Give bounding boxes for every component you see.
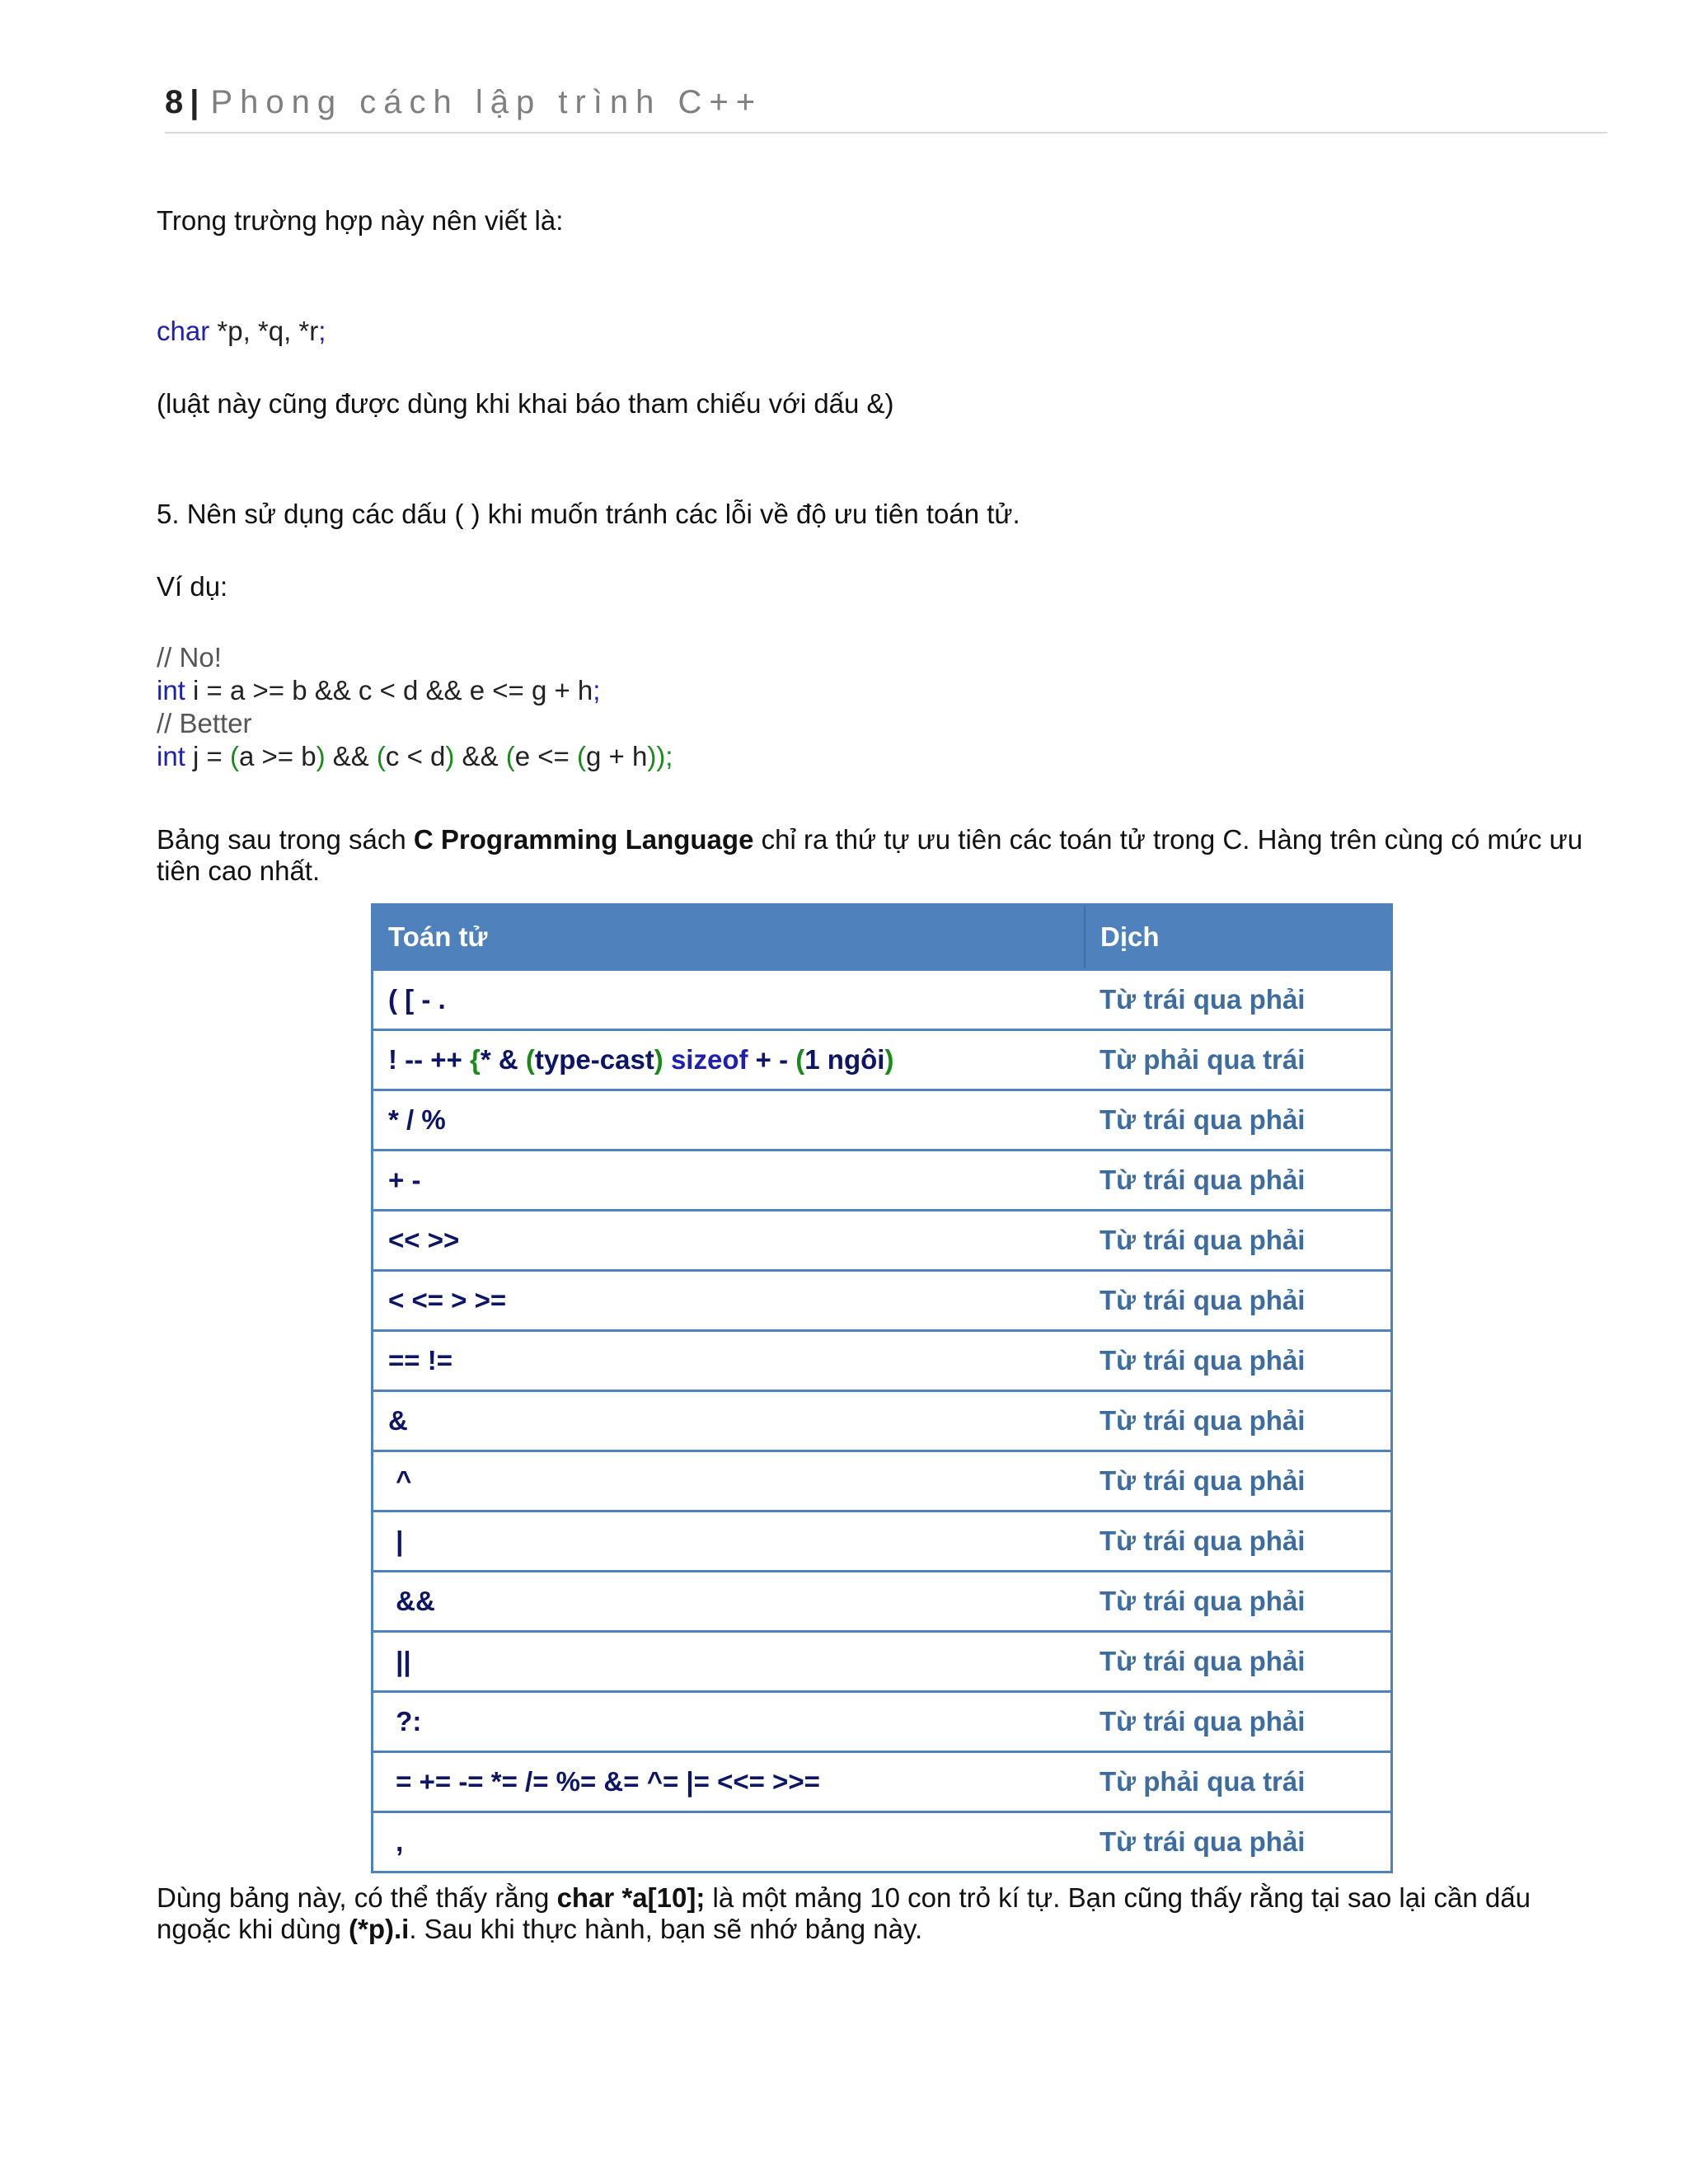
- op-text: + -: [748, 1044, 796, 1075]
- op-text: ! -- ++: [388, 1044, 471, 1075]
- direction-cell: Từ trái qua phải: [1085, 1211, 1392, 1271]
- page-number: 8: [165, 84, 184, 120]
- code-text: a >= b: [238, 741, 316, 771]
- intro-part: Bảng sau trong sách: [157, 824, 414, 855]
- operators-cell: ( [ - .: [373, 970, 1085, 1030]
- code-text: g + h: [585, 741, 648, 771]
- book-name: C Programming Language: [413, 824, 754, 855]
- table-row: [373, 1030, 1392, 1090]
- example-label: Ví dụ:: [157, 571, 228, 602]
- closing-part: Dùng bảng này, có thể thấy rằng: [157, 1882, 557, 1913]
- direction-cell: Từ trái qua phải: [1085, 1572, 1392, 1632]
- book-title: Phong cách lập trình C++: [210, 84, 763, 120]
- direction-cell: Từ trái qua phải: [1085, 1692, 1392, 1752]
- op-text: * &: [480, 1044, 526, 1075]
- table-row: [373, 1211, 1392, 1271]
- operator-precedence-table: [371, 903, 1393, 1873]
- table-row: [373, 1511, 1392, 1572]
- code-paren: ): [316, 741, 326, 771]
- intro-text: Trong trường hợp này nên viết là:: [157, 205, 564, 236]
- code-paren: (: [376, 741, 386, 771]
- comment-no: // No!: [157, 642, 222, 673]
- operators-cell: = += -= *= /= %= &= ^= |= <<= >>=: [373, 1752, 1085, 1812]
- closing-part: là một mảng 10 con trỏ kí tự. Bạn cũng thấy rằng tại sao lại cần dấu ngoặc khi dùng: [157, 1882, 1531, 1944]
- code-text: j =: [185, 741, 230, 771]
- direction-cell: Từ trái qua phải: [1085, 1391, 1392, 1451]
- table-row: [373, 1812, 1392, 1872]
- op-paren: (: [525, 1044, 535, 1075]
- code-comment-no: [157, 641, 222, 674]
- code-keyword: char: [157, 316, 210, 346]
- op-paren: ): [654, 1044, 663, 1075]
- operators-cell: &&: [373, 1572, 1085, 1632]
- direction-cell: Từ trái qua phải: [1085, 1812, 1392, 1872]
- operators-cell: &: [373, 1391, 1085, 1451]
- table-row: [373, 1331, 1392, 1391]
- table-row: [373, 1271, 1392, 1331]
- op-brace: {: [470, 1044, 481, 1075]
- comment-better: // Better: [157, 708, 252, 738]
- operators-cell: == !=: [373, 1331, 1085, 1391]
- code-line-good: [157, 740, 673, 773]
- direction-cell: Từ trái qua phải: [1085, 1451, 1392, 1511]
- header-operators: Toán tử: [373, 905, 1085, 970]
- op-paren: (: [795, 1044, 805, 1075]
- code-paren: (: [229, 741, 239, 771]
- table-row: [373, 1451, 1392, 1511]
- rule-5-text: 5. Nên sử dụng các dấu ( ) khi muốn tránh các lỗi về độ ưu tiên toán tử.: [157, 499, 1020, 529]
- direction-cell: Từ trái qua phải: [1085, 1151, 1392, 1211]
- code-text: c < d: [385, 741, 446, 771]
- table-row: [373, 1151, 1392, 1211]
- table-row: [373, 1752, 1392, 1812]
- code-line-bad: [157, 674, 600, 707]
- direction-cell: Từ trái qua phải: [1085, 1090, 1392, 1151]
- code-keyword: int: [157, 675, 185, 705]
- table-header-row: [373, 905, 1392, 970]
- code-paren: ): [445, 741, 455, 771]
- direction-cell: Từ trái qua phải: [1085, 1331, 1392, 1391]
- closing-paragraph: [157, 1882, 1607, 1945]
- header-direction: Dịch: [1085, 905, 1392, 970]
- code-paren: )): [647, 741, 666, 771]
- operators-cell: |: [373, 1511, 1085, 1572]
- code-semicolon: ;: [318, 316, 326, 346]
- code-semicolon: ;: [593, 675, 601, 705]
- operators-cell: << >>: [373, 1211, 1085, 1271]
- operators-cell: + -: [373, 1151, 1085, 1211]
- table-row: [373, 1632, 1392, 1692]
- operators-cell: ,: [373, 1812, 1085, 1872]
- code-text: *p, *q, *r: [209, 316, 319, 346]
- operators-cell: ?:: [373, 1692, 1085, 1752]
- intro-part: chỉ ra thứ tự ưu tiên các toán tử trong C. Hàng trên cùng có mức ưu tiên cao nhất.: [157, 824, 1583, 886]
- table-row: [373, 1692, 1392, 1752]
- code-snippet-array: char *a[10];: [556, 1882, 706, 1913]
- op-sizeof: sizeof: [663, 1044, 748, 1075]
- direction-cell: Từ phải qua trái: [1085, 1752, 1392, 1812]
- op-text: type-cast: [534, 1044, 654, 1075]
- code-keyword: int: [157, 741, 185, 771]
- direction-cell: Từ trái qua phải: [1085, 970, 1392, 1030]
- page-header: [165, 84, 1607, 134]
- direction-cell: Từ phải qua trái: [1085, 1030, 1392, 1090]
- direction-cell: Từ trái qua phải: [1085, 1632, 1392, 1692]
- code-text: i = a >= b && c < d && e <= g + h: [185, 675, 593, 705]
- code-text: &&: [325, 741, 377, 771]
- operators-cell: ||: [373, 1632, 1085, 1692]
- code-paren: (: [505, 741, 515, 771]
- code-snippet-deref: (*p).i: [349, 1914, 410, 1944]
- operators-cell: ^: [373, 1451, 1085, 1511]
- code-comment-better: [157, 707, 252, 740]
- code-pointer-declaration: [157, 315, 326, 348]
- code-semicolon: ;: [665, 741, 673, 771]
- code-text: e <=: [514, 741, 577, 771]
- operators-cell: < <= > >=: [373, 1271, 1085, 1331]
- reference-note: (luật này cũng được dùng khi khai báo tham chiếu với dấu &): [157, 388, 894, 419]
- header-separator: |: [190, 84, 199, 120]
- direction-cell: Từ trái qua phải: [1085, 1271, 1392, 1331]
- table-intro-paragraph: [157, 824, 1607, 887]
- table-row: [373, 1090, 1392, 1151]
- op-text: 1 ngôi: [804, 1044, 885, 1075]
- table-row: [373, 970, 1392, 1030]
- direction-cell: Từ trái qua phải: [1085, 1511, 1392, 1572]
- table-row: [373, 1572, 1392, 1632]
- code-text: &&: [454, 741, 506, 771]
- code-paren: (: [576, 741, 586, 771]
- closing-part: . Sau khi thực hành, bạn sẽ nhớ bảng này.: [409, 1914, 923, 1944]
- operators-cell: * / %: [373, 1090, 1085, 1151]
- table-row: [373, 1391, 1392, 1451]
- operators-cell: [373, 1030, 1085, 1090]
- op-paren: ): [884, 1044, 894, 1075]
